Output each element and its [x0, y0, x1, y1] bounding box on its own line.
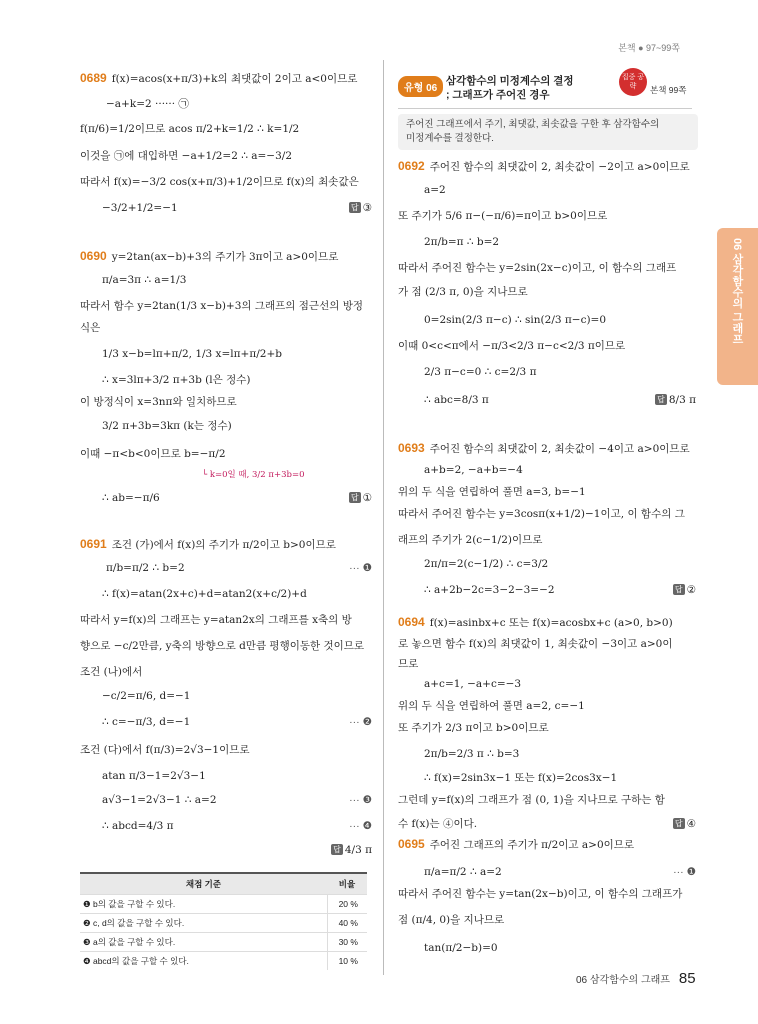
- solution-line: [398, 338, 625, 354]
- type-title-line2: ; 그래프가 주어진 경우: [446, 89, 550, 101]
- table-row: [80, 914, 367, 933]
- solution-line: [102, 792, 217, 808]
- step-marker: ··· ❸: [349, 794, 372, 806]
- step-marker: ··· ❶: [673, 866, 696, 878]
- solution-line: [424, 234, 499, 250]
- line-text: 위의 두 식을 연립하여 풀면 a=2, c=−1: [398, 700, 585, 712]
- solution-line: [398, 698, 585, 714]
- answer-value: ②: [686, 584, 696, 596]
- solution-line: [398, 260, 676, 276]
- solution-line: [80, 174, 359, 190]
- line-text: f(x)=acos(x+π/3)+k의 최댓값이 2이고 a<0이므로: [111, 73, 358, 85]
- solution-line: [424, 746, 519, 762]
- page-footer: [576, 970, 696, 987]
- line-text: 2π/b=2/3 π ∴ b=3: [424, 748, 520, 760]
- table-row: [80, 895, 367, 914]
- solution-line: [80, 394, 237, 410]
- solution-line: [398, 506, 685, 522]
- solution-line: [102, 346, 282, 362]
- problem-first-line: [80, 248, 338, 265]
- line-text: 조건 (가)에서 f(x)의 주기가 π/2이고 b>0이므로: [111, 539, 336, 551]
- problem-number: 0693: [398, 441, 425, 455]
- solution-line: [80, 664, 142, 680]
- answer-value: 8/3 π: [668, 394, 696, 406]
- line-text: 따라서 f(x)=−3/2 cos(x+π/3)+1/2이므로 f(x)의 최솟값은: [80, 176, 359, 188]
- type-header: [398, 76, 692, 109]
- line-text: −3/2+1/2=−1: [102, 202, 178, 214]
- line-text: ∴ x=3lπ+3/2 π+3b (l은 정수): [102, 374, 251, 386]
- line-text: a+b=2, −a+b=−4: [424, 464, 523, 476]
- criteria-cell: ❷ c, d의 값을 구할 수 있다.: [80, 914, 327, 933]
- scoring-header-ratio: 비율: [327, 873, 367, 895]
- line-text: a√3−1=2√3−1 ∴ a=2: [102, 794, 217, 806]
- answer-marker: [349, 200, 372, 216]
- answer-badge: 답: [350, 493, 359, 502]
- line-text: 수 f(x)는 ④이다.: [398, 818, 478, 830]
- page-number: 85: [678, 970, 696, 987]
- line-text: 또 주기가 2/3 π이고 b>0이므로: [398, 722, 549, 734]
- line-text: 주어진 함수의 최댓값이 2, 최솟값이 −2이고 a>0이므로: [429, 161, 690, 173]
- solution-line: [102, 586, 307, 602]
- line-text: ∴ f(x)=2sin3x−1 또는 f(x)=2cos3x−1: [424, 772, 618, 784]
- problem-number: 0695: [398, 837, 425, 851]
- type-title-line1: 삼각함수의 미정계수의 결정: [446, 75, 574, 87]
- solution-line: [80, 612, 352, 628]
- solution-line: [398, 720, 549, 736]
- line-text: 또 주기가 5/6 π−(−π/6)=π이고 b>0이므로: [398, 210, 608, 222]
- line-text: 주어진 함수의 최댓값이 2, 최솟값이 −4이고 a>0이므로: [429, 443, 690, 455]
- problem-number: 0692: [398, 159, 425, 173]
- line-text: 조건 (다)에서 f(π/3)=2√3−1이므로: [80, 744, 250, 756]
- solution-line: [106, 96, 189, 112]
- line-text: 가 점 (2/3 π, 0)을 지나므로: [398, 286, 528, 298]
- solution-line: [424, 556, 548, 572]
- problem-number: 0694: [398, 615, 425, 629]
- line-text: tan(π/2−b)=0: [424, 942, 498, 954]
- line-text: ∴ a+2b−2c=3−2−3=−2: [424, 584, 555, 596]
- solution-line: [398, 912, 504, 928]
- solution-line: [102, 490, 160, 506]
- line-text: 주어진 그래프의 주기가 π/2이고 a>0이므로: [429, 839, 635, 851]
- solution-line: [398, 532, 542, 548]
- type-title: [446, 74, 574, 102]
- line-text: 이때 0<c<π에서 −π/3<2/3 π−c<2/3 π이므로: [398, 340, 626, 352]
- solution-line: [398, 284, 528, 300]
- solution-line: [398, 484, 586, 500]
- solution-line: [102, 200, 178, 216]
- chapter-tab-label: 06 삼각함수의 그래프: [731, 238, 743, 345]
- line-text: f(x)=asinbx+c 또는 f(x)=acosbx+c (a>0, b>0): [429, 617, 673, 629]
- answer-badge: 답: [350, 203, 359, 212]
- answer-badge: 답: [674, 585, 683, 594]
- criteria-cell: ❶ b의 값을 구할 수 있다.: [80, 895, 327, 914]
- solution-line: [424, 182, 446, 198]
- line-text: 그런데 y=f(x)의 그래프가 점 (0, 1)을 지나므로 구하는 함: [398, 794, 665, 806]
- line-text: atan π/3−1=2√3−1: [102, 770, 206, 782]
- column-divider: [383, 60, 384, 975]
- solution-line: [424, 364, 536, 380]
- line-text: 이것을 ㉠에 대입하면 −a+1/2=2 ∴ a=−3/2: [80, 150, 292, 162]
- solution-line: [80, 121, 299, 137]
- answer-value: ①: [362, 492, 372, 504]
- line-text: 이때 −π<b<0이므로 b=−π/2: [80, 448, 226, 460]
- solution-line: [398, 636, 673, 652]
- line-text: a+c=1, −a+c=−3: [424, 678, 522, 690]
- line-text: 2π/π=2(c−1/2) ∴ c=3/2: [424, 558, 549, 570]
- answer-badge: 답: [657, 395, 665, 404]
- type-desc-line2: 미정계수를 결정한다.: [406, 133, 494, 144]
- ratio-cell: 30 %: [327, 933, 367, 952]
- solution-line: [202, 466, 305, 483]
- type-description: [398, 114, 698, 150]
- line-text: π/a=3π ∴ a=1/3: [102, 274, 187, 286]
- line-text: 식은: [80, 322, 101, 334]
- criteria-cell: ❸ a의 값을 구할 수 있다.: [80, 933, 327, 952]
- focus-badge: 집중 공략: [619, 68, 647, 96]
- solution-line: [106, 560, 185, 576]
- line-text: 따라서 y=f(x)의 그래프는 y=atan2x의 그래프를 x축의 방: [80, 614, 352, 626]
- answer-marker: [331, 842, 372, 858]
- answer-value: 4/3 π: [344, 844, 372, 856]
- answer-marker: [673, 582, 696, 598]
- solution-line: [80, 298, 363, 314]
- type-label: 유형 06: [398, 76, 443, 97]
- solution-line: [80, 148, 292, 164]
- line-text: −a+k=2 ······ ㉠: [106, 98, 189, 110]
- problem-first-line: [80, 536, 336, 553]
- solution-line: [80, 320, 100, 336]
- solution-line: [424, 864, 502, 880]
- solution-line: [398, 656, 418, 672]
- ratio-cell: 10 %: [327, 952, 367, 971]
- line-text: ∴ f(x)=atan(2x+c)+d=atan2(x+c/2)+d: [102, 588, 307, 600]
- answer-marker: [349, 490, 372, 506]
- line-text: 므로: [398, 658, 419, 670]
- solution-line: [398, 208, 607, 224]
- problem-first-line: [398, 614, 673, 631]
- page-reference: 본책 ● 97~99쪽: [618, 43, 680, 53]
- solution-line: [80, 446, 226, 462]
- line-text: −c/2=π/6, d=−1: [102, 690, 191, 702]
- solution-line: [102, 768, 206, 784]
- solution-line: [102, 688, 191, 704]
- problem-number: 0689: [80, 71, 107, 85]
- solution-line: [102, 418, 232, 434]
- table-row: [80, 952, 367, 971]
- line-text: ∴ c=−π/3, d=−1: [102, 716, 191, 728]
- line-text: 따라서 함수 y=2tan(1/3 x−b)+3의 그래프의 점근선의 방정: [80, 300, 363, 312]
- scoring-header-criteria: 채점 기준: [80, 873, 327, 895]
- answer-badge: 답: [674, 819, 683, 828]
- line-text: ∴ abc=8/3 π: [424, 394, 489, 406]
- line-text: π/b=π/2 ∴ b=2: [106, 562, 185, 574]
- solution-line: [80, 742, 250, 758]
- step-marker: ··· ❷: [349, 716, 372, 728]
- chapter-side-tab[interactable]: [717, 228, 758, 385]
- line-text: 0=2sin(2/3 π−c) ∴ sin(2/3 π−c)=0: [424, 314, 607, 326]
- solution-line: [80, 638, 364, 654]
- answer-badge: 답: [333, 845, 341, 854]
- line-text: 2π/b=π ∴ b=2: [424, 236, 500, 248]
- solution-line: [398, 792, 665, 808]
- problem-first-line: [80, 70, 357, 87]
- line-text: 래프의 주기가 2(c−1/2)이므로: [398, 534, 543, 546]
- line-text: 이 방정식이 x=3nπ와 일치하므로: [80, 396, 237, 408]
- ratio-cell: 20 %: [327, 895, 367, 914]
- line-text: ∴ abcd=4/3 π: [102, 820, 174, 832]
- line-text: 로 놓으면 함수 f(x)의 최댓값이 1, 최솟값이 −3이고 a>0이: [398, 638, 673, 650]
- line-text: 향으로 −c/2만큼, y축의 방향으로 d만큼 평행이동한 것이므로: [80, 640, 365, 652]
- solution-line: [424, 582, 555, 598]
- solution-line: [424, 770, 617, 786]
- line-text: 따라서 주어진 함수는 y=3cosπ(x+1/2)−1이고, 이 함수의 그: [398, 508, 685, 520]
- scoring-table: [80, 872, 367, 970]
- solution-line: [424, 940, 498, 956]
- step-marker: ··· ❹: [349, 820, 372, 832]
- line-text: 2/3 π−c=0 ∴ c=2/3 π: [424, 366, 537, 378]
- line-text: 점 (π/4, 0)을 지나므로: [398, 914, 505, 926]
- line-text: 위의 두 식을 연립하여 풀면 a=3, b=−1: [398, 486, 586, 498]
- criteria-cell: ❹ abcd의 값을 구할 수 있다.: [80, 952, 327, 971]
- problem-first-line: [398, 440, 690, 457]
- solution-line: [424, 312, 606, 328]
- problem-number: 0690: [80, 249, 107, 263]
- line-text: └ k=0일 때, 3/2 π+3b=0: [202, 470, 305, 480]
- answer-value: ③: [362, 202, 372, 214]
- problem-first-line: [398, 158, 690, 175]
- line-text: f(π/6)=1/2이므로 acos π/2+k=1/2 ∴ k=1/2: [80, 123, 300, 135]
- solution-line: [102, 372, 250, 388]
- line-text: π/a=π/2 ∴ a=2: [424, 866, 502, 878]
- line-text: 3/2 π+3b=3kπ (k는 정수): [102, 420, 232, 432]
- line-text: ∴ ab=−π/6: [102, 492, 160, 504]
- solution-line: [398, 816, 477, 832]
- solution-line: [424, 676, 521, 692]
- table-row: [80, 933, 367, 952]
- answer-marker: [655, 392, 696, 408]
- answer-marker: [673, 816, 696, 832]
- line-text: 따라서 주어진 함수는 y=2sin(2x−c)이고, 이 함수의 그래프: [398, 262, 677, 274]
- line-text: y=2tan(ax−b)+3의 주기가 3π이고 a>0이므로: [111, 251, 339, 263]
- solution-line: [424, 392, 489, 408]
- line-text: a=2: [424, 184, 446, 196]
- solution-line: [102, 272, 186, 288]
- solution-line: [424, 462, 523, 478]
- line-text: 따라서 주어진 함수는 y=tan(2x−b)이고, 이 함수의 그래프가: [398, 888, 683, 900]
- ratio-cell: 40 %: [327, 914, 367, 933]
- line-text: 조건 (나)에서: [80, 666, 143, 678]
- footer-chapter-title: 06 삼각함수의 그래프: [576, 975, 670, 986]
- type-box: [398, 66, 692, 150]
- line-text: 1/3 x−b=lπ+π/2, 1/3 x=lπ+π/2+b: [102, 348, 282, 360]
- type-desc-line1: 주어진 그래프에서 주기, 최댓값, 최솟값을 구한 후 삼각함수의: [406, 119, 660, 130]
- answer-value: ④: [686, 818, 696, 830]
- problem-first-line: [398, 836, 634, 853]
- step-marker: ··· ❶: [349, 562, 372, 574]
- solution-line: [398, 886, 682, 902]
- solution-line: [102, 818, 174, 834]
- problem-number: 0691: [80, 537, 107, 551]
- solution-line: [102, 714, 190, 730]
- type-book-ref: 본책 99쪽: [650, 85, 687, 95]
